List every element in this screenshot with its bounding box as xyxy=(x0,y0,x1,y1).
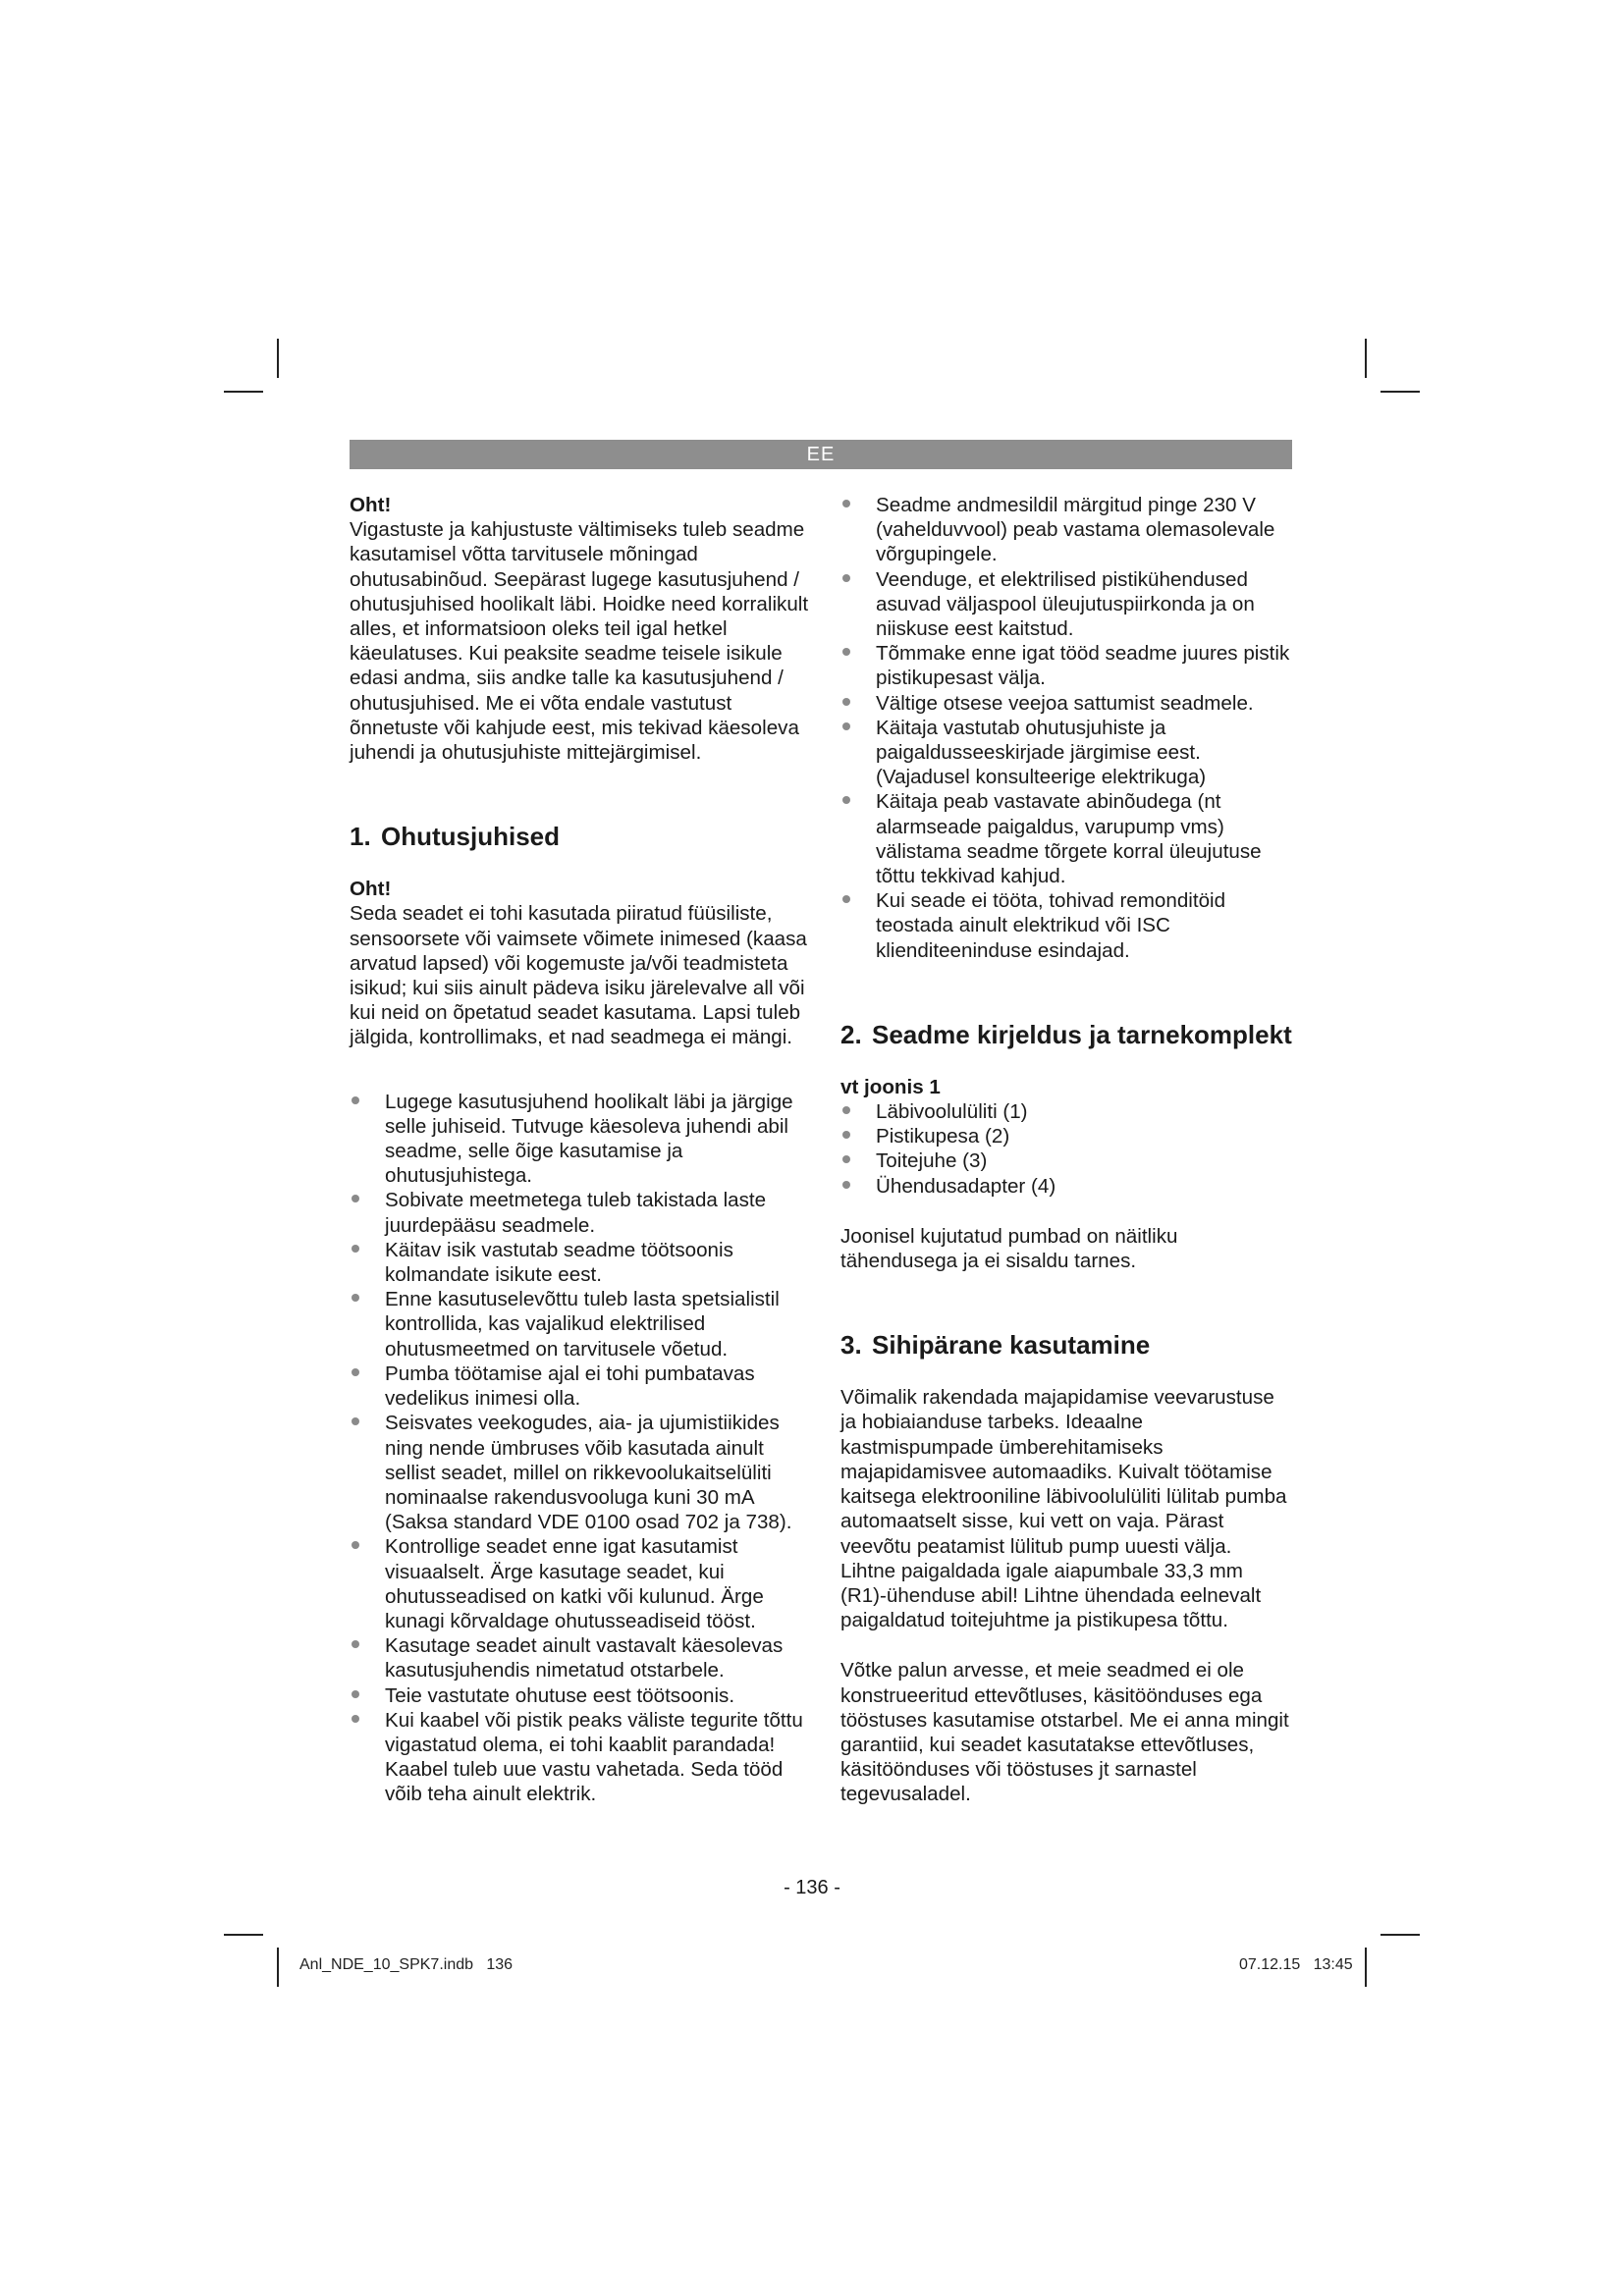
section-3-heading xyxy=(840,1330,1294,1360)
crop-mark-top-right-v xyxy=(1365,339,1367,378)
section-2-title: Seadme kirjeldus ja tarnekomplekt xyxy=(872,1019,1292,1049)
bullet-icon xyxy=(842,1155,850,1163)
list-item: Seadme andmesildil märgitud pinge 230 V (vahelduvvool) peab vastama olemasolevale võrgupingele. xyxy=(840,493,1294,567)
list-item: Käitaja peab vastavate abinõudega (nt alarmseade paigaldus, varupump vms) välistama seadme tõrgete korral üleujutuse tõttu tekkivad kahjud. xyxy=(840,789,1294,888)
warning-title: Oht! xyxy=(350,494,392,516)
crop-mark-top-left-h xyxy=(224,391,263,393)
bullet-icon xyxy=(352,1245,359,1253)
section-3-paragraph-2: Lihtne paigaldada igale aiapumbale 33,3 mm (R1)-ühenduse abil! Lihtne ühendada eelnevalt paigaldatud toitejuhtme ja pistikupesa tõttu. xyxy=(840,1559,1262,1632)
bullet-icon xyxy=(352,1541,359,1549)
list-item: Veenduge, et elektrilised pistikühendused asuvad väljaspool üleujutuspiirkonda ja on niiskuse eest kaitstud. xyxy=(840,567,1294,642)
bullet-icon xyxy=(842,698,850,706)
crop-mark-bottom-right-h xyxy=(1380,1934,1420,1936)
section-2-number: 2. xyxy=(840,1019,862,1049)
section-3-number: 3. xyxy=(840,1330,862,1361)
list-item: Toitejuhe (3) xyxy=(840,1148,1294,1173)
page-number: - 136 - xyxy=(784,1877,840,1898)
bullet-icon xyxy=(842,500,850,507)
bullet-icon xyxy=(842,648,850,656)
bullet-icon xyxy=(842,1181,850,1189)
crop-mark-top-left-v xyxy=(277,339,279,378)
parts-list xyxy=(840,1099,1294,1199)
bullet-icon xyxy=(352,1096,359,1104)
bullet-icon xyxy=(352,1640,359,1648)
list-item: Teie vastutate ohutuse eest töötsoonis. xyxy=(350,1683,811,1708)
bullet-icon xyxy=(842,574,850,582)
bullet-icon xyxy=(352,1195,359,1202)
bullet-icon xyxy=(352,1417,359,1425)
crop-mark-top-right-h xyxy=(1380,391,1420,393)
safety-list-continued xyxy=(840,493,1294,963)
footer-file-name: Anl_NDE_10_SPK7.indb 136 xyxy=(299,1956,514,1973)
warning-text-2: Seda seadet ei tohi kasutada piiratud füüsiliste, sensoorsete või vaimsete võimete inimesed (kaasa arvatud lapsed) või kogemuste ja/või teadmisteta isikud; kui siis ainult pädeva isiku järelevalve all või kui neid on õpetatud seadet kasutama. Lapsi tuleb jälgida, kontrollimaks, et nad seadmega ei mängi. xyxy=(350,902,807,1049)
bullet-icon xyxy=(352,1715,359,1723)
language-code: EE xyxy=(806,444,836,465)
list-item: Kasutage seadet ainult vastavalt käesolevas kasutusjuhendis nimetatud otstarbele. xyxy=(350,1633,811,1682)
section-3-paragraph-1: Võimalik rakendada majapidamise veevarustuse ja hobiaianduse tarbeks. Ideaalne kastmispumpade ümberehitamiseks majapidamisvee automaadiks. Kuivalt töötamise kaitsega elektrooniline läbivoolulüliti lülitab pumba automaatselt sisse, kui vett on vaja. Pärast veevõtu peatamist lülitub pump uuesti välja. xyxy=(840,1386,1287,1558)
list-item: Vältige otsese veejoa sattumist seadmele. xyxy=(840,691,1294,716)
crop-mark-bottom-right-v xyxy=(1365,1948,1367,1987)
list-item: Kui kaabel või pistik peaks väliste tegurite tõttu vigastatud olema, ei tohi kaablit parandada! Kaabel tuleb uue vastu vahetada. Seda tööd võib teha ainult elektrik. xyxy=(350,1708,811,1807)
bullet-icon xyxy=(842,1106,850,1114)
section-3-title: Sihipärane kasutamine xyxy=(872,1330,1151,1361)
section-2-heading xyxy=(840,1020,1294,1049)
section-1-number: 1. xyxy=(350,822,371,852)
bullet-icon xyxy=(842,722,850,730)
list-item: Seisvates veekogudes, aia- ja ujumistiikides ning nende ümbruses võib kasutada ainult sellist seadet, millel on rikkevoolukaitselüliti nominaalse rakendusvooluga kuni 30 mA (Saksa standard VDE 0100 osad 702 ja 738). xyxy=(350,1411,811,1534)
warning-text: Vigastuste ja kahjustuste vältimiseks tuleb seadme kasutamisel võtta tarvitusele mõningad ohutusabinõud. Seepärast lugege kasutusjuhend / ohutusjuhised hoolikalt läbi. Hoidke need korralikult alles, et informatsioon oleks teil igal hetkel käeulatuses. Kui peaksite seadme teisele isikule edasi andma, siis andke talle ka kasutusjuhend / ohutusjuhised. Me ei võta endale vastutust õnnetuste või kahjude eest, mis tekivad käesoleva juhendi ja ohutusjuhiste mittejärgimisel. xyxy=(350,518,809,765)
list-item: Läbivoolulüliti (1) xyxy=(840,1099,1294,1124)
list-item: Ühendusadapter (4) xyxy=(840,1174,1294,1199)
bullet-icon xyxy=(842,895,850,903)
crop-mark-bottom-left-h xyxy=(224,1934,263,1936)
list-item: Lugege kasutusjuhend hoolikalt läbi ja järgige selle juhiseid. Tutvuge käesoleva juhendi abil seadme, selle õige kasutamise ja ohutusjuhistega. xyxy=(350,1090,811,1189)
crop-mark-bottom-left-v xyxy=(277,1948,279,1987)
bullet-icon xyxy=(352,1294,359,1302)
language-header-bar xyxy=(350,440,1292,469)
list-item: Kui seade ei tööta, tohivad remonditöid teostada ainult elektrikud või ISC klienditeeninduse esindajad. xyxy=(840,888,1294,963)
list-item: Sobivate meetmetega tuleb takistada laste juurdepääsu seadmele. xyxy=(350,1188,811,1237)
list-item: Käitav isik vastutab seadme töötsoonis kolmandate isikute eest. xyxy=(350,1238,811,1287)
section-1-title: Ohutusjuhised xyxy=(381,822,560,852)
list-item: Käitaja vastutab ohutusjuhiste ja paigaldusseeskirjade järgimise eest. (Vajadusel konsulteerige elektrikuga) xyxy=(840,716,1294,790)
list-item: Pumba töötamise ajal ei tohi pumbatavas vedelikus inimesi olla. xyxy=(350,1362,811,1411)
figure-reference: vt joonis 1 xyxy=(840,1075,941,1098)
section-1-heading xyxy=(350,822,811,851)
bullet-icon xyxy=(352,1690,359,1698)
bullet-icon xyxy=(842,796,850,804)
warning-title-2: Oht! xyxy=(350,878,392,901)
list-item: Kontrollige seadet enne igat kasutamist visuaalselt. Ärge kasutage seadet, kui ohutusseadised on katki või kulunud. Ärge kunagi kõrvaldage ohutusseadiseid tööst. xyxy=(350,1534,811,1633)
section-3-paragraph-3: Võtke palun arvesse, et meie seadmed ei ole konstrueeritud ettevõtluses, käsitöönduses ega tööstuses kasutamise otstarbel. Me ei anna mingit garantiid, kui seadet kasutatakse ettevõtluses, käsitöönduses või tööstuses jt sarnastel tegevusaladel. xyxy=(840,1659,1289,1806)
left-column xyxy=(350,493,811,1807)
section-2-note: Joonisel kujutatud pumbad on näitliku tähendusega ja ei sisaldu tarnes. xyxy=(840,1224,1178,1273)
bullet-icon xyxy=(842,1131,850,1139)
safety-list xyxy=(350,1090,811,1807)
list-item: Tõmmake enne igat tööd seadme juures pistik pistikupesast välja. xyxy=(840,641,1294,690)
bullet-icon xyxy=(352,1368,359,1376)
footer-date-time: 07.12.15 13:45 xyxy=(1239,1956,1353,1973)
right-column xyxy=(840,493,1294,1807)
list-item: Pistikupesa (2) xyxy=(840,1124,1294,1148)
list-item: Enne kasutuselevõttu tuleb lasta spetsialistil kontrollida, kas vajalikud elektrilised ohutusmeetmed on tarvitusele võetud. xyxy=(350,1287,811,1362)
